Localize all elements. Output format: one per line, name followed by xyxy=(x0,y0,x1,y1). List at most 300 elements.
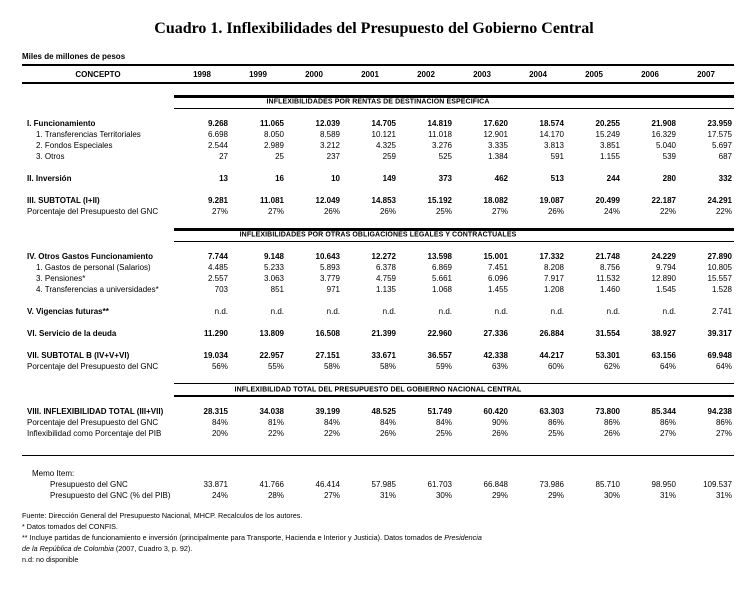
cell-value: 31% xyxy=(715,491,732,500)
cell-value: 22% xyxy=(267,429,284,438)
cell-value: 30% xyxy=(435,491,452,500)
table-row xyxy=(22,118,734,129)
table-row xyxy=(22,140,734,151)
row-label: 4. Transferencias a universidades* xyxy=(36,285,159,294)
spacer-row xyxy=(22,109,734,118)
table-row xyxy=(22,284,734,295)
footnotes xyxy=(22,510,724,565)
section-band-title: INFLEXIBILIDADES POR RENTAS DE DESTINACIÓN ESPECÍFICA xyxy=(266,98,490,106)
cell-value: 66.848 xyxy=(483,480,508,489)
cell-value: 10 xyxy=(331,174,340,183)
cell-value: 81% xyxy=(267,418,284,427)
cell-value: 6.096 xyxy=(487,274,508,283)
cell-value: 61.703 xyxy=(427,480,452,489)
cell-value: 149 xyxy=(382,174,396,183)
cell-value: 1.208 xyxy=(543,285,564,294)
table-row xyxy=(22,151,734,162)
cell-value: 4.485 xyxy=(207,263,228,272)
cell-value: 539 xyxy=(662,152,676,161)
cell-value: 55% xyxy=(267,362,284,371)
cell-value: 25% xyxy=(435,429,452,438)
spacer-row xyxy=(22,439,734,456)
cell-value: 86% xyxy=(603,418,620,427)
cell-value: 98.950 xyxy=(651,480,676,489)
table-row xyxy=(22,262,734,273)
vigencias-note-italic-source-1: Presidencia xyxy=(444,533,482,542)
cell-value: 22.187 xyxy=(651,196,676,205)
cell-value: 8.756 xyxy=(599,263,620,272)
cell-value: 14.819 xyxy=(427,119,452,128)
cell-value: 2.544 xyxy=(207,141,228,150)
year-column-header: 2002 xyxy=(398,66,454,83)
cell-value: 3.779 xyxy=(319,274,340,283)
cell-value: 24.229 xyxy=(651,252,676,261)
concept-column-header: CONCEPTO xyxy=(22,66,174,83)
table-row xyxy=(22,479,734,490)
table-row xyxy=(22,328,734,339)
cell-value: 5.893 xyxy=(319,263,340,272)
cell-value: 6.378 xyxy=(375,263,396,272)
cell-value: n.d. xyxy=(382,307,396,316)
cell-value: 9.148 xyxy=(263,252,284,261)
row-label: Inflexibilidad como Porcentaje del PIB xyxy=(27,429,162,438)
cell-value: 9.794 xyxy=(655,263,676,272)
row-label: 1. Transferencias Territoriales xyxy=(36,130,141,139)
year-column-header: 2005 xyxy=(566,66,622,83)
cell-value: 63.156 xyxy=(651,351,676,360)
cell-value: 28.315 xyxy=(203,407,228,416)
spacer-row xyxy=(22,242,734,251)
spacer xyxy=(22,295,734,306)
cell-value: n.d. xyxy=(494,307,508,316)
cell-value: 63.303 xyxy=(539,407,564,416)
cell-value: 13.598 xyxy=(427,252,452,261)
cell-value: 20% xyxy=(211,429,228,438)
cell-value: 85.344 xyxy=(651,407,676,416)
budget-table xyxy=(22,66,734,501)
spacer-row xyxy=(22,339,734,350)
cell-value: n.d. xyxy=(214,307,228,316)
row-label: V. Vigencias futuras** xyxy=(27,307,109,316)
cell-value: 8.589 xyxy=(319,130,340,139)
cell-value: 29% xyxy=(547,491,564,500)
cell-value: 58% xyxy=(379,362,396,371)
cell-value: 27 xyxy=(219,152,228,161)
cell-value: 109.537 xyxy=(703,480,732,489)
cell-value: 11.018 xyxy=(428,130,452,139)
cell-value: 41.766 xyxy=(259,480,284,489)
row-label: VII. SUBTOTAL B (IV+V+VI) xyxy=(27,351,130,360)
year-column-header: 1999 xyxy=(230,66,286,83)
cell-value: 53.301 xyxy=(595,351,620,360)
spacer xyxy=(22,339,734,350)
cell-value: 11.065 xyxy=(259,119,284,128)
spacer-row xyxy=(22,184,734,195)
table-row xyxy=(22,306,734,317)
cell-value: 25 xyxy=(275,152,284,161)
confis-note: * Datos tomados del CONFIS. xyxy=(22,522,118,531)
cell-value: 27% xyxy=(659,429,676,438)
cell-value: 22% xyxy=(659,207,676,216)
table-row xyxy=(22,350,734,361)
row-label: I. Funcionamiento xyxy=(27,119,96,128)
cell-value: 2.989 xyxy=(263,141,284,150)
vigencias-note-line2 xyxy=(22,543,724,554)
cell-value: n.d. xyxy=(326,307,340,316)
cell-value: 14.170 xyxy=(539,130,564,139)
cell-value: 19.034 xyxy=(203,351,228,360)
cell-value: 13 xyxy=(219,174,228,183)
row-label: 2. Fondos Especiales xyxy=(36,141,113,150)
cell-value: 26% xyxy=(323,207,340,216)
memo-divider-line xyxy=(22,456,734,469)
spacer-row xyxy=(22,397,734,406)
cell-value: 1.135 xyxy=(375,285,396,294)
cell-value: 64% xyxy=(715,362,732,371)
cell-value: 373 xyxy=(438,174,452,183)
cell-value: 16 xyxy=(275,174,284,183)
cell-value: 16.329 xyxy=(651,130,676,139)
spacer-row xyxy=(22,295,734,306)
spacer-row xyxy=(22,83,734,95)
memo-header-row xyxy=(22,468,734,479)
cell-value: 851 xyxy=(270,285,284,294)
cell-value: 332 xyxy=(718,174,732,183)
cell-value: 27.151 xyxy=(315,351,340,360)
table-row xyxy=(22,273,734,284)
cell-value: 27% xyxy=(211,207,228,216)
cell-value: 5.040 xyxy=(655,141,676,150)
cell-value: 15.249 xyxy=(595,130,620,139)
cell-value: 3.813 xyxy=(543,141,564,150)
cell-value: 39.199 xyxy=(315,407,340,416)
table-title: Cuadro 1. Inflexibilidades del Presupuesto del Gobierno Central xyxy=(154,20,594,37)
cell-value: 42.338 xyxy=(483,351,508,360)
cell-value: 86% xyxy=(547,418,564,427)
row-label: III. SUBTOTAL (I+II) xyxy=(27,196,100,205)
cell-value: 259 xyxy=(382,152,396,161)
cell-value: 62% xyxy=(603,362,620,371)
cell-value: 591 xyxy=(550,152,564,161)
units-label: Miles de millones de pesos xyxy=(22,52,734,66)
cell-value: 17.332 xyxy=(539,252,564,261)
cell-value: 1.155 xyxy=(599,152,620,161)
cell-value: 25% xyxy=(435,207,452,216)
row-label: IV. Otros Gastos Funcionamiento xyxy=(27,252,153,261)
cell-value: 20.255 xyxy=(595,119,620,128)
section-band xyxy=(22,383,734,397)
band-bottom-line xyxy=(174,108,734,110)
cell-value: 6.698 xyxy=(207,130,228,139)
cell-value: 19.087 xyxy=(539,196,564,205)
cell-value: 60% xyxy=(547,362,564,371)
row-label: Presupuesto del GNC xyxy=(50,480,128,489)
cell-value: 21.908 xyxy=(651,119,676,128)
cell-value: 1.384 xyxy=(487,152,508,161)
cell-value: 26% xyxy=(379,207,396,216)
cell-value: 30% xyxy=(603,491,620,500)
table-row xyxy=(22,417,734,428)
spacer xyxy=(22,217,734,228)
cell-value: 48.525 xyxy=(371,407,396,416)
table-row xyxy=(22,251,734,262)
cell-value: 60.420 xyxy=(483,407,508,416)
cell-value: 22.960 xyxy=(427,329,452,338)
spacer xyxy=(22,439,734,456)
row-label: 3. Otros xyxy=(36,152,65,161)
cell-value: 1.455 xyxy=(487,285,508,294)
cell-value: 23.959 xyxy=(707,119,732,128)
cell-value: 20.499 xyxy=(595,196,620,205)
cell-value: 38.927 xyxy=(651,329,676,338)
cell-value: 51.749 xyxy=(427,407,452,416)
band-bottom-line xyxy=(174,241,734,243)
cell-value: 3.276 xyxy=(431,141,452,150)
cell-value: 3.063 xyxy=(263,274,284,283)
cell-value: 10.805 xyxy=(707,263,732,272)
cell-value: 27% xyxy=(323,491,340,500)
cell-value: 11.532 xyxy=(596,274,620,283)
cell-value: 1.528 xyxy=(711,285,732,294)
spacer xyxy=(22,162,734,173)
year-column-header: 2006 xyxy=(622,66,678,83)
section-band-row xyxy=(22,228,734,242)
cell-value: 56% xyxy=(211,362,228,371)
cell-value: 687 xyxy=(718,152,732,161)
row-label: 3. Pensiones* xyxy=(36,274,86,283)
cell-value: 1.545 xyxy=(655,285,676,294)
cell-value: 462 xyxy=(494,174,508,183)
cell-value: 27.890 xyxy=(707,252,732,261)
cell-value: 2.557 xyxy=(207,274,228,283)
cell-value: 244 xyxy=(606,174,620,183)
cell-value: 90% xyxy=(491,418,508,427)
vigencias-note-italic-source-2: de la República de Colombia xyxy=(22,544,114,553)
year-column-header: 2001 xyxy=(342,66,398,83)
section-band xyxy=(22,95,734,109)
spacer-row xyxy=(22,317,734,328)
cell-value: 94.238 xyxy=(707,407,732,416)
cell-value: 10.121 xyxy=(371,130,396,139)
spacer-row xyxy=(22,162,734,173)
cell-value: 5.697 xyxy=(711,141,732,150)
cell-value: 84% xyxy=(323,418,340,427)
year-header-row xyxy=(22,66,734,83)
cell-value: 31% xyxy=(379,491,396,500)
cell-value: 63% xyxy=(491,362,508,371)
cell-value: 16.508 xyxy=(315,329,340,338)
cell-value: 5.661 xyxy=(431,274,452,283)
table-row xyxy=(22,129,734,140)
cell-value: 703 xyxy=(214,285,228,294)
cell-value: 18.082 xyxy=(483,196,508,205)
cell-value: 971 xyxy=(326,285,340,294)
table-row xyxy=(22,361,734,372)
cell-value: 3.335 xyxy=(487,141,508,150)
cell-value: 58% xyxy=(323,362,340,371)
cell-value: 39.317 xyxy=(707,329,732,338)
section-band-title: INFLEXIBILIDAD TOTAL DEL PRESUPUESTO DEL GOBIERNO NACIONAL CENTRAL xyxy=(234,386,522,394)
row-label: 1. Gastos de personal (Salarios) xyxy=(36,263,151,272)
cell-value: 25% xyxy=(547,429,564,438)
row-label: Presupuesto del GNC (% del PIB) xyxy=(50,491,171,500)
year-column-header: 2004 xyxy=(510,66,566,83)
memo-header: Memo Item: xyxy=(32,469,75,478)
table-row xyxy=(22,173,734,184)
spacer xyxy=(22,242,734,251)
cell-value: 28% xyxy=(267,491,284,500)
cell-value: 86% xyxy=(715,418,732,427)
table-row xyxy=(22,195,734,206)
cell-value: n.d. xyxy=(438,307,452,316)
cell-value: 84% xyxy=(211,418,228,427)
cell-value: 44.217 xyxy=(539,351,564,360)
cell-value: 12.901 xyxy=(483,130,508,139)
cell-value: n.d. xyxy=(550,307,564,316)
cell-value: 15.557 xyxy=(707,274,732,283)
year-column-header: 2003 xyxy=(454,66,510,83)
cell-value: 5.233 xyxy=(263,263,284,272)
cell-value: 24.291 xyxy=(707,196,732,205)
cell-value: 4.759 xyxy=(375,274,396,283)
section-band-row xyxy=(22,383,734,397)
cell-value: 84% xyxy=(435,418,452,427)
cell-value: 7.451 xyxy=(487,263,508,272)
cell-value: 21.399 xyxy=(371,329,396,338)
spacer-row xyxy=(22,372,734,383)
cell-value: 8.050 xyxy=(263,130,284,139)
table-row xyxy=(22,428,734,439)
cell-value: 7.744 xyxy=(207,252,228,261)
cell-value: 27.336 xyxy=(483,329,508,338)
section-band-row xyxy=(22,95,734,109)
cell-value: 26% xyxy=(379,429,396,438)
cell-value: 1.068 xyxy=(431,285,452,294)
spacer-row xyxy=(22,217,734,228)
cell-value: 12.272 xyxy=(371,252,396,261)
cell-value: 24% xyxy=(211,491,228,500)
cell-value: 3.212 xyxy=(319,141,340,150)
cell-value: 73.986 xyxy=(539,480,564,489)
cell-value: 36.557 xyxy=(427,351,452,360)
section-band xyxy=(22,228,734,242)
cell-value: 86% xyxy=(659,418,676,427)
spacer xyxy=(22,184,734,195)
memo-divider-row xyxy=(22,456,734,469)
cell-value: 31% xyxy=(659,491,676,500)
row-label: Porcentaje del Presupuesto del GNC xyxy=(27,207,159,216)
cell-value: 14.853 xyxy=(371,196,396,205)
cell-value: 11.081 xyxy=(259,196,284,205)
cell-value: 12.890 xyxy=(651,274,676,283)
cell-value: 64% xyxy=(659,362,676,371)
cell-value: 13.809 xyxy=(259,329,284,338)
row-label: Porcentaje del Presupuesto del GNC xyxy=(27,418,159,427)
cell-value: 69.948 xyxy=(707,351,732,360)
cell-value: 9.281 xyxy=(207,196,228,205)
cell-value: 4.325 xyxy=(375,141,396,150)
spacer xyxy=(22,397,734,406)
cell-value: 59% xyxy=(435,362,452,371)
cell-value: 29% xyxy=(491,491,508,500)
cell-value: n.d. xyxy=(662,307,676,316)
cell-value: 46.414 xyxy=(315,480,340,489)
year-column-header: 2000 xyxy=(286,66,342,83)
cell-value: 7.917 xyxy=(543,274,564,283)
cell-value: 1.460 xyxy=(599,285,620,294)
vigencias-note-line1 xyxy=(22,532,724,543)
cell-value: 31.554 xyxy=(595,329,620,338)
cell-value: 21.748 xyxy=(595,252,620,261)
cell-value: 22% xyxy=(323,429,340,438)
row-label: II. Inversión xyxy=(27,174,72,183)
cell-value: 22% xyxy=(715,207,732,216)
cell-value: 26% xyxy=(547,207,564,216)
cell-value: 237 xyxy=(326,152,340,161)
cell-value: 22.957 xyxy=(259,351,284,360)
row-label: Porcentaje del Presupuesto del GNC xyxy=(27,362,159,371)
table-row xyxy=(22,406,734,417)
cell-value: 73.800 xyxy=(595,407,620,416)
cell-value: 15.192 xyxy=(427,196,452,205)
cell-value: 26% xyxy=(491,429,508,438)
section-band-title: INFLEXIBILIDADES POR OTRAS OBLIGACIONES LEGALES Y CONTRACTUALES xyxy=(239,231,517,239)
year-column-header: 2007 xyxy=(678,66,734,83)
cell-value: 8.208 xyxy=(543,263,564,272)
cell-value: 17.620 xyxy=(483,119,508,128)
cell-value: 513 xyxy=(550,174,564,183)
cell-value: 3.851 xyxy=(599,141,620,150)
cell-value: 57.985 xyxy=(371,480,396,489)
table-row xyxy=(22,490,734,501)
vigencias-note-citation: (2007, Cuadro 3, p. 92). xyxy=(113,544,193,553)
cell-value: 12.039 xyxy=(315,119,340,128)
cell-value: 280 xyxy=(662,174,676,183)
budget-table-body xyxy=(22,83,734,501)
source-note: Fuente: Dirección General del Presupuesto Nacional, MHCP. Recalculos de los autores. xyxy=(22,511,303,520)
cell-value: 84% xyxy=(379,418,396,427)
year-column-header: 1998 xyxy=(174,66,230,83)
cell-value: 27% xyxy=(715,429,732,438)
cell-value: n.d. xyxy=(270,307,284,316)
cell-value: 10.643 xyxy=(315,252,340,261)
cell-value: 17.575 xyxy=(707,130,732,139)
cell-value: 15.001 xyxy=(483,252,508,261)
cell-value: 12.049 xyxy=(315,196,340,205)
row-label: VI. Servicio de la deuda xyxy=(27,329,117,338)
cell-value: 24% xyxy=(603,207,620,216)
cell-value: 11.290 xyxy=(203,329,228,338)
cell-value: 525 xyxy=(438,152,452,161)
cell-value: 26% xyxy=(603,429,620,438)
row-label: VIII. INFLEXIBILIDAD TOTAL (III+VII) xyxy=(27,407,164,416)
cell-value: 26.884 xyxy=(539,329,564,338)
cell-value: 2.741 xyxy=(711,307,732,316)
cell-value: 6.869 xyxy=(431,263,452,272)
nd-note: n.d: no disponible xyxy=(22,555,79,564)
cell-value: 27% xyxy=(267,207,284,216)
cell-value: 9.268 xyxy=(207,119,228,128)
cell-value: 14.705 xyxy=(371,119,396,128)
spacer xyxy=(22,317,734,328)
cell-value: n.d. xyxy=(606,307,620,316)
cell-value: 18.574 xyxy=(539,119,564,128)
cell-value: 85.710 xyxy=(595,480,620,489)
table-row xyxy=(22,206,734,217)
cell-value: 34.038 xyxy=(259,407,284,416)
spacer xyxy=(22,83,734,95)
cell-value: 27% xyxy=(491,207,508,216)
